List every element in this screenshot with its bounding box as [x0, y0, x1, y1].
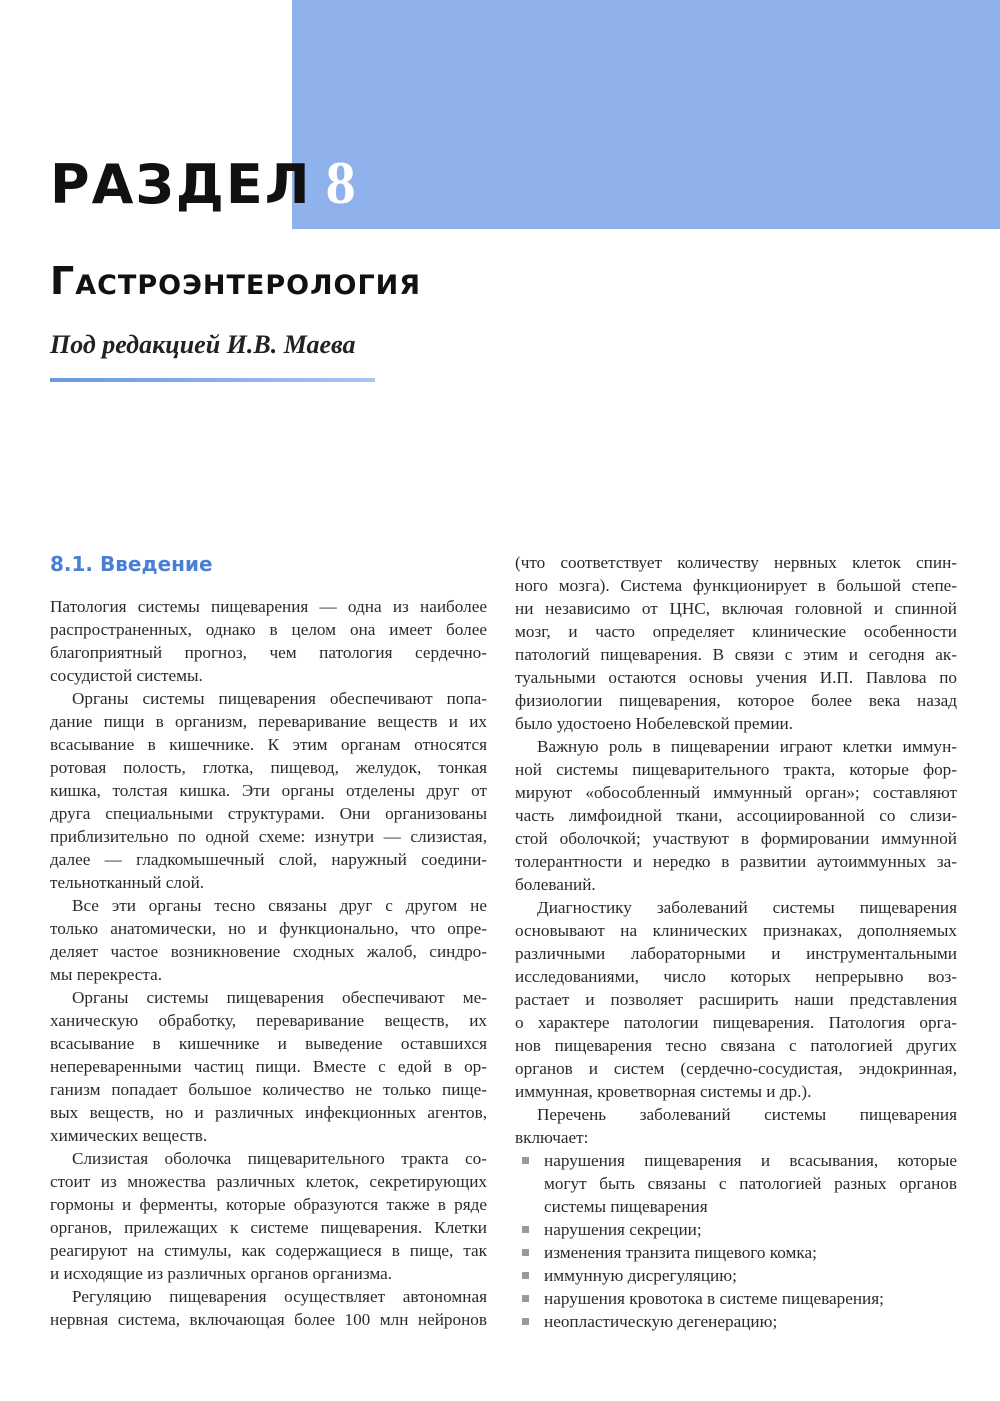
text-line: органов и систем (сердечно-сосудистая, эндокринная, — [515, 1059, 957, 1078]
square-bullet-icon — [522, 1249, 529, 1256]
list-item — [515, 1241, 957, 1264]
square-bullet-icon — [522, 1157, 529, 1164]
text-line: системы пищеварения — [544, 1197, 708, 1216]
text-line: нарушения кровотока в системе пищеварения; — [544, 1289, 884, 1308]
text-line: сосудистой системы. — [50, 666, 203, 685]
text-line: ни независимо от ЦНС, включая головной и спинной — [515, 599, 957, 618]
list-item — [515, 1264, 957, 1287]
text-line: туальными остаются основы учения И.П. Павлова по — [515, 668, 957, 687]
text-line: патологий пищеварения. В связи с этим и сегодня ак- — [515, 645, 957, 664]
text-line: Органы системы пищеварения обеспечивают ме- — [72, 988, 487, 1007]
text-line: было удостоено Нобелевской премии. — [515, 714, 794, 733]
text-line: исследованиями, число которых непрерывно воз- — [515, 967, 957, 986]
paragraph — [50, 1147, 487, 1285]
section-title-row — [50, 148, 356, 220]
text-line: Важную роль в пищеварении играют клетки иммун- — [537, 737, 957, 756]
text-line: и исходящие из различных органов организма. — [50, 1264, 393, 1283]
text-line: нарушения пищеварения и всасывания, которые — [544, 1151, 957, 1170]
text-line: Регуляцию пищеварения осуществляет автономная — [72, 1287, 487, 1306]
disease-list — [515, 1149, 957, 1333]
text-line: иммунная, кроветворная системы и др.). — [515, 1082, 812, 1101]
text-line: о характере патологии пищеварения. Патология орга- — [515, 1013, 957, 1032]
text-line: друга специальными структурами. Они организованы — [50, 804, 487, 823]
text-line: включает: — [515, 1128, 589, 1147]
text-line: ной системы пищеварительного тракта, которые фор- — [515, 760, 957, 779]
paragraph — [515, 1103, 957, 1149]
text-line: химических веществ. — [50, 1126, 208, 1145]
text-line: изменения транзита пищевого комка; — [544, 1243, 817, 1262]
header-color-band — [292, 0, 1000, 229]
right-text-column — [515, 551, 957, 1333]
text-line: Органы системы пищеварения обеспечивают попа- — [72, 689, 487, 708]
title-divider — [50, 378, 375, 382]
paragraph — [50, 687, 487, 894]
paragraph — [515, 551, 957, 735]
list-item — [515, 1218, 957, 1241]
text-line: физиологии пищеварения, которое более века назад — [515, 691, 957, 710]
text-line: неопластическую дегенерацию; — [544, 1312, 778, 1331]
text-line: часть лимфоидной ткани, ассоциированной со слизи- — [515, 806, 957, 825]
paragraph — [515, 896, 957, 1103]
editor-credit: Под редакцией И.В. Маева — [50, 330, 356, 359]
text-line: дание пищи в организм, переваривание веществ и их — [50, 712, 487, 731]
text-line: мируют «обособленный иммунный орган»; составляют — [515, 783, 957, 802]
text-line: толерантности и нередко в развитии аутоиммунных за- — [515, 852, 957, 871]
text-line: распространенных, однако в целом она имеет более — [50, 620, 487, 639]
section-label: РАЗДЕЛ — [50, 153, 312, 216]
paragraph — [50, 595, 487, 687]
text-line: растает и позволяет расширить наши представления — [515, 990, 957, 1009]
paragraph — [50, 986, 487, 1147]
section-heading: 8.1. Введение — [50, 552, 213, 576]
text-line: (что соответствует количеству нервных клеток спин- — [515, 553, 957, 572]
text-line: ного мозга). Система функционирует в большой степе- — [515, 576, 957, 595]
paragraph — [50, 1285, 487, 1331]
text-line: Диагностику заболеваний системы пищеварения — [537, 898, 957, 917]
text-line: Перечень заболеваний системы пищеварения — [537, 1105, 957, 1124]
text-line: кишка, толстая кишка. Эти органы отделены друг от — [50, 781, 487, 800]
square-bullet-icon — [522, 1295, 529, 1302]
square-bullet-icon — [522, 1226, 529, 1233]
text-line: мы перекреста. — [50, 965, 163, 984]
text-line: нарушения секреции; — [544, 1220, 702, 1239]
text-line: далее — гладкомышечный слой, наружный соедини- — [50, 850, 487, 869]
paragraph — [515, 735, 957, 896]
text-line: ганизм попадает большое количество не только пище- — [50, 1080, 487, 1099]
text-line: непереваренными частиц пищи. Вместе с едой в ор- — [50, 1057, 487, 1076]
text-line: приблизительно по одной схеме: изнутри — слизистая, — [50, 827, 487, 846]
text-line: различными лабораторными и инструментальными — [515, 944, 957, 963]
list-item — [515, 1149, 957, 1218]
text-line: благоприятный прогноз, чем патология сердечно- — [50, 643, 487, 662]
text-line: вых веществ, но и различных инфекционных агентов, — [50, 1103, 487, 1122]
text-line: реагируют на стимулы, как содержащиеся в пище, так — [50, 1241, 487, 1260]
text-line: Все эти органы тесно связаны друг с другом не — [72, 896, 487, 915]
square-bullet-icon — [522, 1272, 529, 1279]
text-line: стоит из множества различных клеток, секретирующих — [50, 1172, 487, 1191]
text-line: ханическую обработку, переваривание веществ, их — [50, 1011, 487, 1030]
text-line: нервная система, включающая более 100 млн нейронов — [50, 1310, 487, 1329]
text-line: стой оболочкой; участвуют в формировании иммунной — [515, 829, 957, 848]
list-item — [515, 1287, 957, 1310]
text-line: тельнотканный слой. — [50, 873, 205, 892]
text-line: гормоны и ферменты, которые образуются также в ряде — [50, 1195, 487, 1214]
square-bullet-icon — [522, 1318, 529, 1325]
text-line: иммунную дисрегуляцию; — [544, 1266, 737, 1285]
left-text-column — [50, 595, 487, 1331]
paragraph — [50, 894, 487, 986]
text-line: мозг, и часто определяет клинические особенности — [515, 622, 957, 641]
text-line: деляет частое возникновение сходных жалоб, синдро- — [50, 942, 487, 961]
text-line: ротовая полость, глотка, пищевод, желудок, тонкая — [50, 758, 487, 777]
text-line: всасывание в кишечнике. К этим органам относятся — [50, 735, 487, 754]
list-item — [515, 1310, 957, 1333]
text-line: Слизистая оболочка пищеварительного тракта со- — [72, 1149, 487, 1168]
text-line: нов пищеварения тесно связана с патологией других — [515, 1036, 957, 1055]
text-line: могут быть связаны с патологией разных органов — [544, 1174, 957, 1193]
text-line: Патология системы пищеварения — одна из наиболее — [50, 597, 487, 616]
text-line: органов, прилежащих к системе пищеварения. Клетки — [50, 1218, 487, 1237]
text-line: основывают на клинических признаках, дополняемых — [515, 921, 957, 940]
text-line: всасывание в кишечнике и выведение оставшихся — [50, 1034, 487, 1053]
chapter-title: Гастроэнтерология — [50, 259, 422, 303]
text-line: только анатомически, но и функционально, что опре- — [50, 919, 487, 938]
text-line: болеваний. — [515, 875, 596, 894]
section-number: 8 — [325, 150, 356, 216]
